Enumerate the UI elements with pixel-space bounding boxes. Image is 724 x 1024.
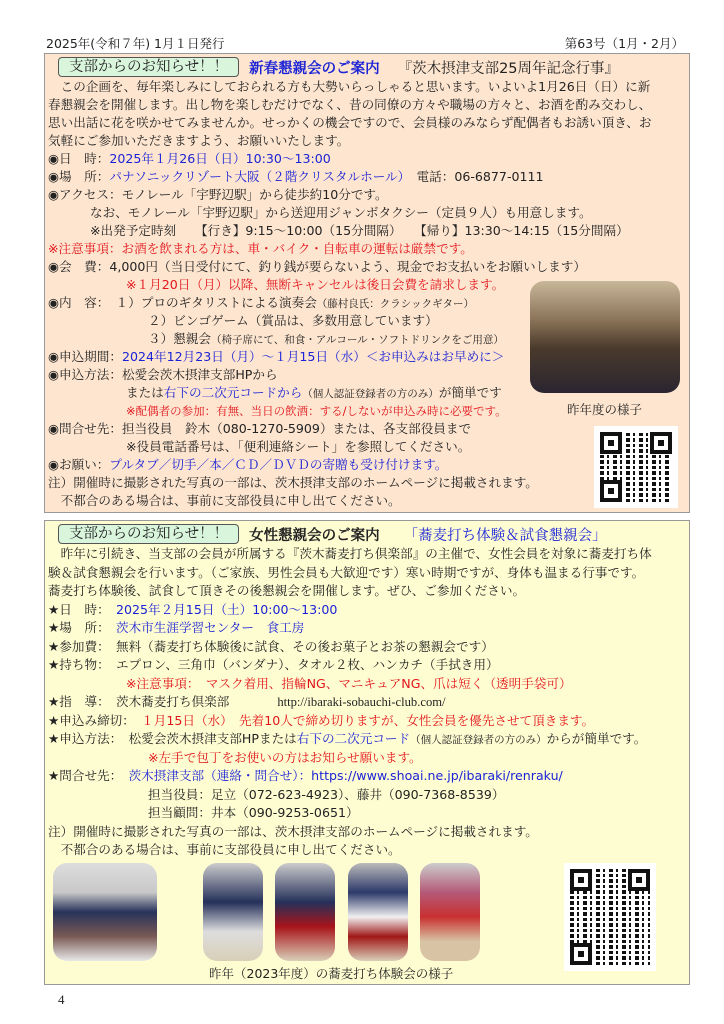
caution-text: ※注意事項：お酒を飲まれる方は、車・バイク・自転車の運転は厳禁です。 <box>48 241 473 256</box>
date-row <box>48 601 685 620</box>
event-date: 2025年２月15日（土）10:00～13:00 <box>115 601 338 617</box>
application-period: 2024年12月23日（月）～１月15日（水）＜お申込みはお早めに＞ <box>121 349 505 364</box>
contact-link[interactable]: 茨木摂津支部（連絡・問合せ）：https://www.shoai.ne.jp/ibaraki/renraku/ <box>128 768 563 783</box>
event-place: 茨木市生涯学習センター 食工房 <box>115 620 305 635</box>
qr-code[interactable] <box>564 863 656 971</box>
text: からが簡単です。 <box>546 731 647 746</box>
contact-advisor: 担当顧問：井本（090-9253-0651） <box>148 805 359 820</box>
label: ◉日 時： <box>48 151 110 166</box>
contact-row <box>48 767 685 786</box>
club-url-link[interactable]: http://ibaraki-sobauchi-club.com/ <box>277 695 446 709</box>
guide: 茨木蕎麦打ち倶楽部 <box>115 694 230 709</box>
soba-photo <box>275 863 335 961</box>
place-row <box>48 168 685 186</box>
application-method: 松愛会茨木摂津支部HPから <box>121 367 278 382</box>
content-item: ２）ビンゴゲーム（賞品は、多数用意しています） <box>148 313 438 328</box>
label: ★申込方法： <box>48 731 116 746</box>
event-place: パナソニックリゾート大阪（２階クリスタルホール） <box>109 169 404 184</box>
section-title: 新春懇親会のご案内 <box>249 60 380 77</box>
label: ◉内 容： <box>48 295 104 310</box>
intro-text: この企画を、毎年楽しみにしておられる方も大勢いらっしゃると思います。いよいよ1月26日（日）に新 <box>48 79 651 94</box>
page-header <box>46 34 684 52</box>
method-row <box>48 730 685 749</box>
womens-party-section <box>44 520 690 985</box>
notice-badge: 支部からのお知らせ！！ <box>58 524 239 544</box>
section-title-row <box>48 56 685 78</box>
date-row <box>48 150 685 168</box>
fee: 無料（蕎麦打ち体験後に試食、その後お菓子とお茶の懇親会です） <box>115 638 494 654</box>
last-year-party-photo <box>530 281 680 393</box>
shuttle-schedule: ※出発予定時刻 【行き】9:15～10:00（15分間隔） 【帰り】13:30～14:15（15分間隔） <box>90 223 629 238</box>
intro-text: 気軽にご参加いただきますよう、お願いいたします。 <box>48 133 350 148</box>
items-row <box>48 656 685 675</box>
text: が簡単です <box>438 385 502 400</box>
request-row <box>48 456 685 474</box>
fee-row <box>48 638 685 657</box>
issue-number: 第63号（1月・2月） <box>564 36 684 51</box>
soba-photo <box>420 863 480 961</box>
access-text: モノレール「宇野辺駅」から徒歩約10分です。 <box>121 187 388 202</box>
intro-text: 蕎麦打ち体験後、試食して頂きその後懇親会を開催します。ぜひ、ご参加ください。 <box>48 583 526 598</box>
section-title: 女性懇親会のご案内 <box>249 527 380 544</box>
section-subtitle: 「蕎麦打ち体験＆試食懇親会」 <box>403 527 607 544</box>
fee-row <box>48 258 685 276</box>
label: ◉お願い： <box>48 457 110 472</box>
label: ◉会 費： <box>48 259 110 274</box>
caution-text: ※注意事項： マスク着用、指輪NG、マニキュアNG、爪は短く（透明手袋可） <box>126 675 572 691</box>
photo-note: 注）開催時に撮影された写真の一部は、茨木摂津支部のホームページに掲載されます。 <box>48 475 538 490</box>
soba-group-photo <box>53 863 157 961</box>
soba-photo <box>348 863 408 961</box>
contact: 担当役員 鈴木（080-1270-5909）または、各支部役員まで <box>121 421 472 436</box>
qr-reference: 右下の二次元コード <box>296 731 411 746</box>
deadline-row <box>48 712 685 731</box>
intro-text: 昨年に引続き、当支部の会員が所属する『茨木蕎麦打ち倶楽部』の主催で、女性会員を対象に蕎麦打ち体 <box>48 546 652 561</box>
page-number: 4 <box>58 992 65 1007</box>
contact-row <box>48 420 685 438</box>
label: ★場 所： <box>48 620 104 635</box>
label: ★申込み締切： <box>48 712 129 728</box>
soba-photo <box>203 863 263 961</box>
method-note: ※左手で包丁をお使いの方はお知らせ願います。 <box>148 749 422 765</box>
place-row <box>48 619 685 638</box>
content-item: ３）懇親会 <box>148 331 211 346</box>
intro-text: 験＆試食懇親会を行います。（ご家族、男性会員も大歓迎です）寒い時期ですが、身体も温まる行事です。 <box>48 564 645 580</box>
label: ◉申込方法： <box>48 367 122 382</box>
items: エプロン、三角巾（バンダナ）、タオル２枚、ハンカチ（手拭き用） <box>115 657 499 672</box>
label: ◉アクセス： <box>48 187 122 202</box>
cancel-note: ※１月20日（月）以降、無断キャンセルは後日会費を請求します。 <box>126 277 505 292</box>
content-item: １）プロのギタリストによる演奏会 <box>115 295 317 310</box>
section-title-row <box>48 523 685 545</box>
qr-code[interactable] <box>594 426 678 508</box>
photo-note: 不都合のある場合は、事前に支部役員に申し出てください。 <box>48 493 401 508</box>
phone: 電話：06-6877-0111 <box>416 169 544 184</box>
request: プルタブ／切手／本／ＣＤ／ＤＶＤの寄贈も受け付けます。 <box>109 457 448 472</box>
label: ★指 導： <box>48 694 104 709</box>
label: ★日 時： <box>48 601 104 617</box>
access-text: なお、モノレール「宇野辺駅」から送迎用ジャンボタクシー（定員９人）も用意します。 <box>90 205 592 220</box>
text: 松愛会茨木摂津支部HPまたは <box>128 731 297 746</box>
content-note: （椅子席にて、和食・アルコール・ソフトドリンクをご用意） <box>210 334 504 346</box>
label: ◉問合せ先： <box>48 421 122 436</box>
contact-officer: 担当役員：足立（072-623-4923）、藤井（090-7368-8539） <box>148 786 505 802</box>
photo-note: 不都合のある場合は、事前に支部役員に申し出てください。 <box>48 842 401 857</box>
intro-text: 春懇親会を開催します。出し物を楽しむだけでなく、昔の同僚の方々や職場の方々と、お酒を酌み交わし、 <box>48 97 652 112</box>
contact-note: ※役員電話番号は、「便利連絡シート」を参照してください。 <box>126 439 471 454</box>
label: ★問合せ先： <box>48 768 116 783</box>
content-note: （藤村良氏：クラシックギター） <box>316 298 474 310</box>
text: （個人認証登録者の方のみ） <box>410 734 547 746</box>
label: ◉場 所： <box>48 169 110 184</box>
deadline: １月15日（水） 先着10人で締め切りますが、女性会員を優先させて頂きます。 <box>141 712 595 728</box>
intro-text: 思い出話に花を咲かせてみませんか。せっかくの機会ですので、会員様のみならず配偶者もお誘い頂き、お <box>48 115 652 130</box>
label: ★参加費： <box>48 638 104 654</box>
guide-row <box>48 693 685 712</box>
fee: 4,000円（当日受付にて、釣り銭が要らないよう、現金でお支払いをお願いします） <box>109 259 586 274</box>
method-note: ※配偶者の参加：有無、当日の飲酒：する/しないが申込み時に必要です。 <box>126 404 507 418</box>
access-row <box>48 186 685 204</box>
label: ★持ち物： <box>48 657 104 672</box>
text: または <box>126 385 164 400</box>
qr-reference: 右下の二次元コードから <box>163 385 303 400</box>
photo-caption: 昨年度の様子 <box>567 402 643 417</box>
section-subtitle: 『茨木摂津支部25周年記念行事』 <box>397 60 620 77</box>
photo-note: 注）開催時に撮影された写真の一部は、茨木摂津支部のホームページに掲載されます。 <box>48 823 538 839</box>
notice-badge: 支部からのお知らせ！！ <box>58 57 239 77</box>
label: ◉申込期間： <box>48 349 122 364</box>
new-year-party-section <box>44 53 690 513</box>
photo-caption: 昨年（2023年度）の蕎麦打ち体験会の様子 <box>209 966 454 981</box>
issue-date: 2025年(令和７年) 1月１日発行 <box>46 36 225 51</box>
text: （個人認証登録者の方のみ） <box>302 388 439 400</box>
event-date: 2025年１月26日（日）10:30～13:00 <box>109 151 331 166</box>
